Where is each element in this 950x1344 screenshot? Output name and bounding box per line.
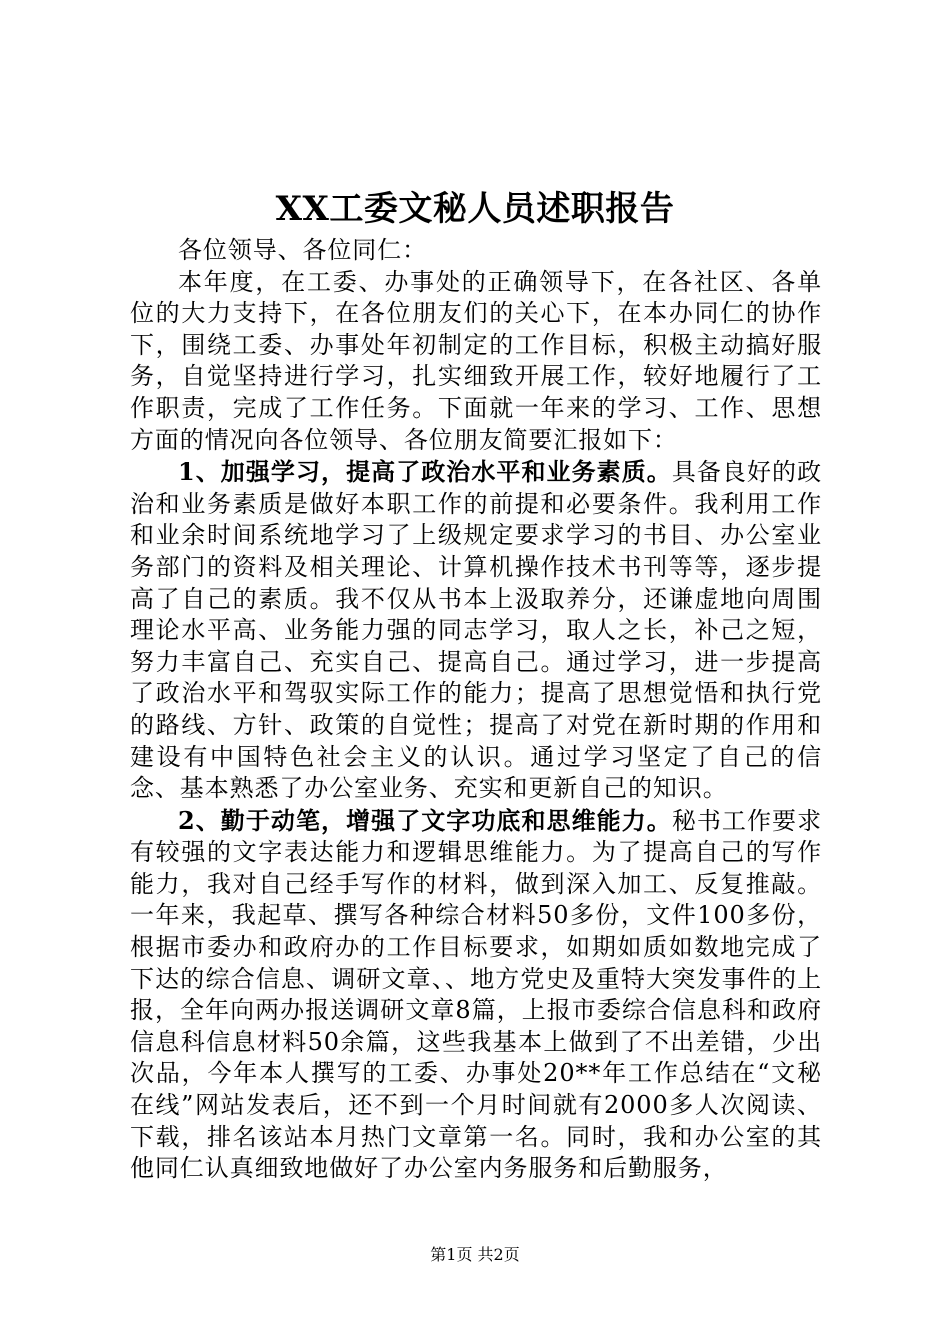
section-text-1: 具备良好的政治和业务素质是做好本职工作的前提和必要条件。我利用工作和业余时间系统地学习了上级规定要求学习的书目、办公室业务部门的资料及相关理论、计算机操作技术书刊等等，逐步提高了自己的素质。我不仅从书本上汲取养分，还谦虚地向周围理论水平高、业务能力强的同志学习，取人之长，补己之短，努力丰富自己、充实自己、提高自己。通过学习，进一步提高了政治水平和驾驭实际工作的能力；提高了思想觉悟和执行党的路线、方针、政策的自觉性；提高了对党在新时期的作用和建设有中国特色社会主义的认识。通过学习坚定了自己的信念、基本熟悉了办公室业务、充实和更新自己的知识。: [130, 458, 822, 803]
document-title: XX工委文秘人员述职报告: [275, 189, 675, 229]
section-heading-1: 1、加强学习，提高了政治水平和业务素质。: [178, 457, 672, 487]
section-text-2: 秘书工作要求有较强的文字表达能力和逻辑思维能力。为了提高自己的写作能力，我对自己经手写作的材料，做到深入加工、反复推敲。一年来，我起草、撰写各种综合材料50多份，文件100多份，根据市委办和政府办的工作目标要求，如期如质如数地完成了下达的综合信息、调研文章、、地方党史及重特大突发事件的上报，全年向两办报送调研文章8篇，上报市委综合信息科和政府信息科信息材料50余篇，这些我基本上做到了不出差错，少出次品，今年本人撰写的工委、办事处20**年工作总结在“文秘在线”网站发表后，还不到一个月时间就有2000多人次阅读、下载，排名该站本月热门文章第一名。同时，我和办公室的其他同仁认真细致地做好了办公室内务服务和后勤服务，: [130, 806, 822, 1183]
page-number-footer: 第1页 共2页: [430, 1245, 520, 1264]
section-paragraph-1: [130, 456, 822, 805]
salutation: 各位领导、各位同仁：: [178, 236, 427, 264]
intro-paragraph: 本年度，在工委、办事处的正确领导下，在各社区、各单位的大力支持下，在各位朋友们的关心下，在本办同仁的协作下，围绕工委、办事处年初制定的工作目标，积极主动搞好服务，自觉坚持进行学习，扎实细致开展工作，较好地履行了工作职责，完成了工作任务。下面就一年来的学习、工作、思想方面的情况向各位领导、各位朋友简要汇报如下：: [130, 267, 822, 454]
document-body: [130, 235, 822, 1185]
section-paragraph-2: [130, 805, 822, 1185]
section-heading-2: 2、勤于动笔，增强了文字功底和思维能力。: [178, 805, 672, 835]
